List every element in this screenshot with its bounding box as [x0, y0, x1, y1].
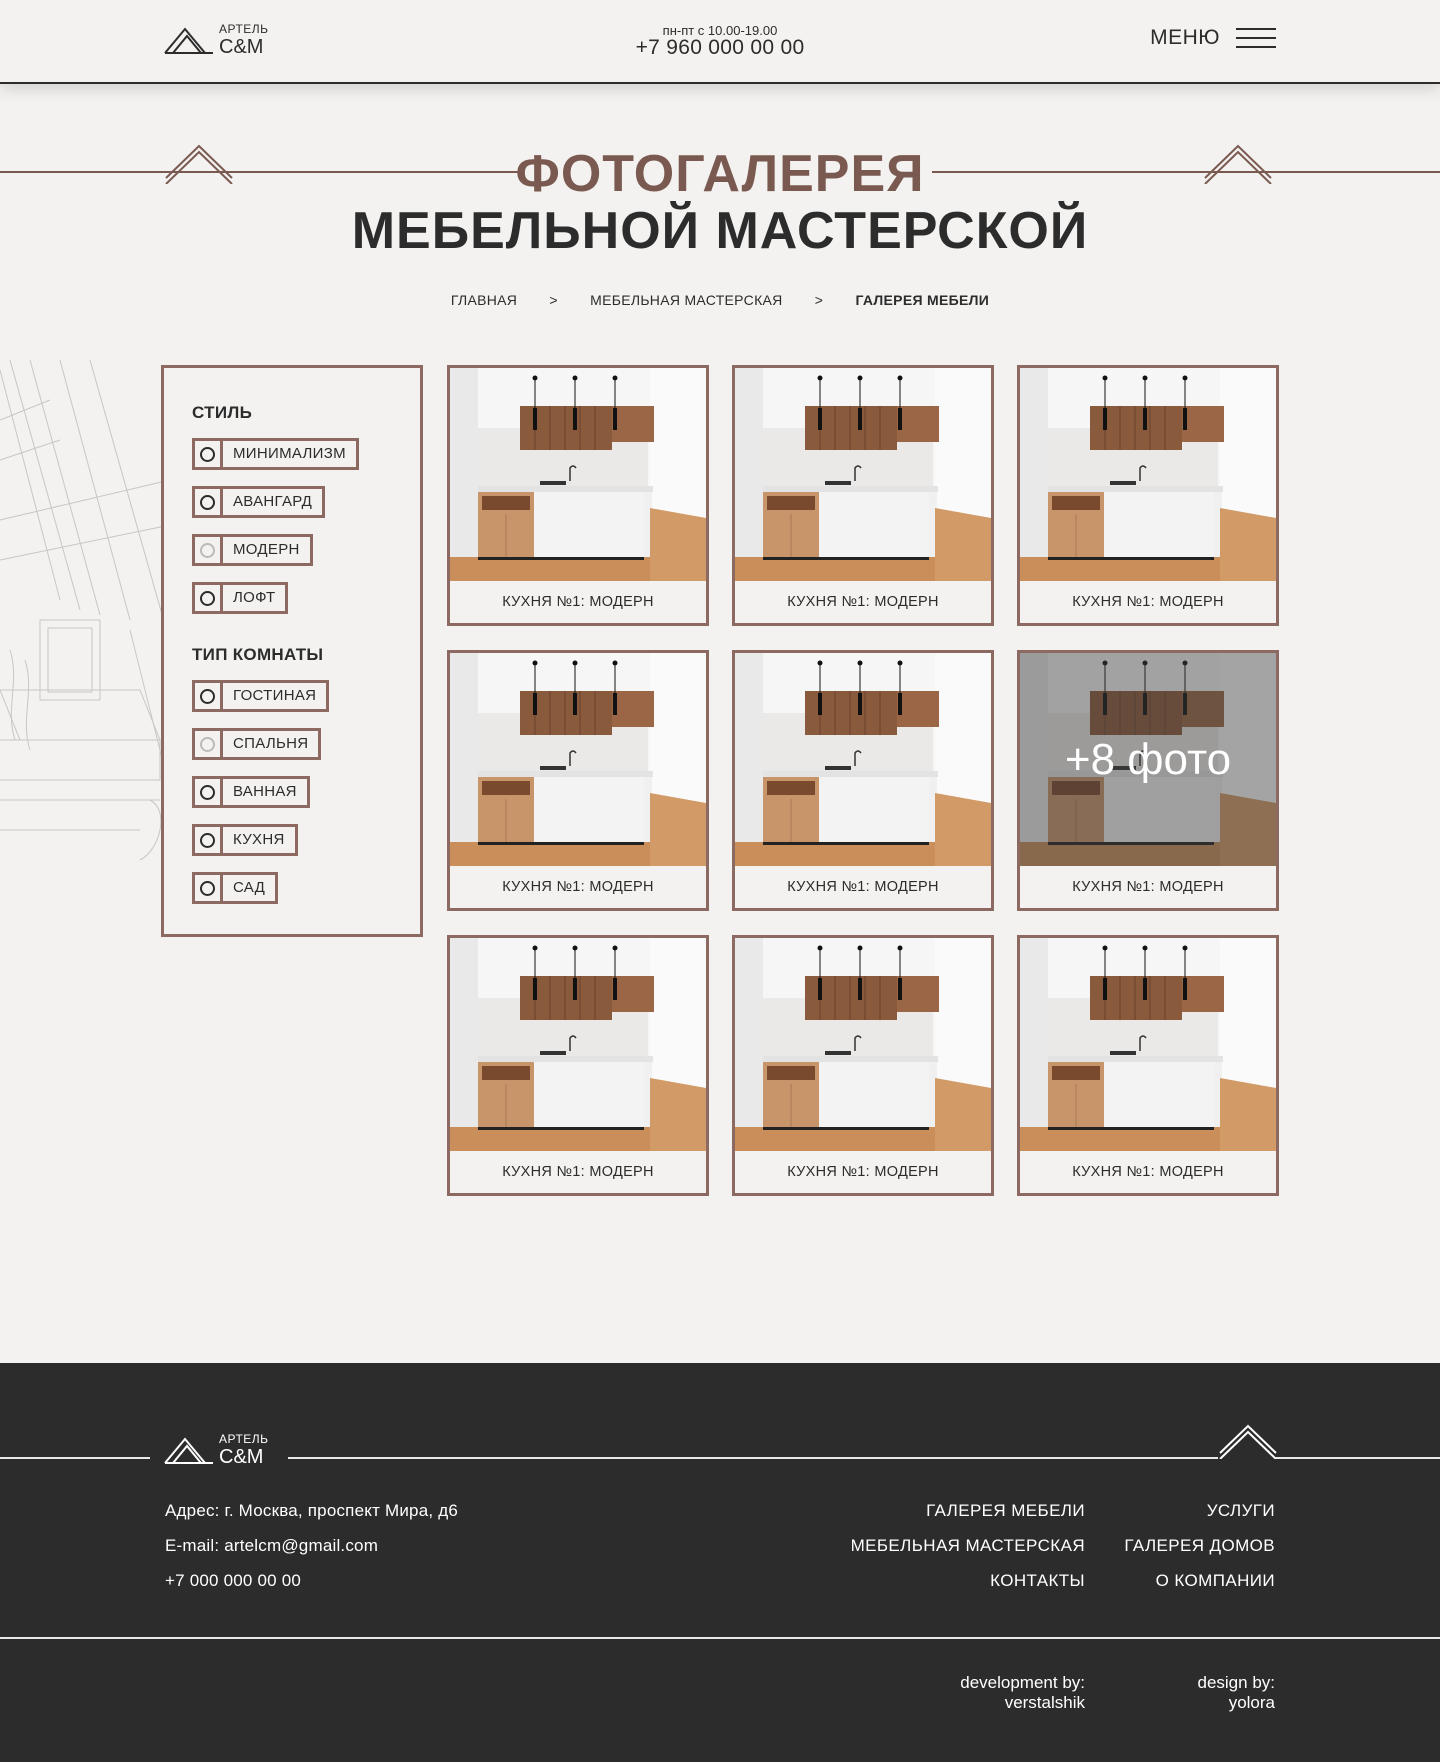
filter-option-label: САД	[233, 879, 266, 896]
gallery-card[interactable]	[732, 365, 994, 626]
kitchen-photo	[1020, 938, 1276, 1151]
menu-button[interactable]	[1150, 26, 1276, 50]
radio-icon	[200, 785, 215, 800]
filter-option-bathroom[interactable]	[192, 776, 310, 808]
more-photos-overlay[interactable]: +8 фото	[1020, 653, 1276, 866]
logo-big-text: C&M	[219, 1446, 264, 1468]
menu-label: МЕНЮ	[1150, 26, 1220, 49]
card-caption: КУХНЯ №1: МОДЕРН	[787, 594, 939, 610]
filter-option-minimalism[interactable]	[192, 438, 359, 470]
gallery-card[interactable]	[732, 935, 994, 1196]
card-caption: КУХНЯ №1: МОДЕРН	[787, 879, 939, 895]
radio-icon	[200, 833, 215, 848]
radio-icon	[200, 447, 215, 462]
header-phone[interactable]: +7 960 000 00 00	[635, 36, 805, 59]
filter-option-label: КУХНЯ	[233, 831, 285, 848]
footer-address: Адрес: г. Москва, проспект Мира, д6	[165, 1501, 458, 1520]
gallery-card[interactable]	[447, 935, 709, 1196]
card-photo	[450, 653, 706, 866]
card-caption: КУХНЯ №1: МОДЕРН	[502, 1164, 654, 1180]
footer-rule-right	[1276, 1457, 1440, 1459]
designer-label: design by:	[1197, 1673, 1275, 1692]
filter-option-modern[interactable]	[192, 534, 313, 566]
kitchen-photo	[450, 653, 706, 866]
card-caption: КУХНЯ №1: МОДЕРН	[502, 879, 654, 895]
card-photo	[1020, 938, 1276, 1151]
filter-option-label: ГОСТИНАЯ	[233, 687, 317, 704]
filter-style-title: СТИЛЬ	[192, 403, 253, 422]
breadcrumb-separator: >	[814, 292, 824, 308]
logo-small-text: АРТЕЛЬ	[219, 22, 269, 36]
filter-option-label: ВАННАЯ	[233, 783, 297, 800]
developer-label: development by:	[960, 1673, 1085, 1692]
filter-option-label: МИНИМАЛИЗМ	[233, 445, 346, 462]
card-caption: КУХНЯ №1: МОДЕРН	[1072, 594, 1224, 610]
footer-rule-middle	[288, 1457, 1218, 1459]
page-title-accent: ФОТОГАЛЕРЕЯ	[515, 145, 925, 203]
footer-link-furniture-workshop[interactable]: МЕБЕЛЬНАЯ МАСТЕРСКАЯ	[850, 1536, 1085, 1555]
card-caption: КУХНЯ №1: МОДЕРН	[1072, 879, 1224, 895]
radio-icon	[200, 591, 215, 606]
filter-option-living-room[interactable]	[192, 680, 329, 712]
footer-link-services[interactable]: УСЛУГИ	[1206, 1501, 1275, 1520]
kitchen-photo	[450, 938, 706, 1151]
interior-sketch-decoration	[0, 360, 180, 880]
footer-link-furniture-gallery[interactable]: ГАЛЕРЕЯ МЕБЕЛИ	[926, 1501, 1085, 1520]
footer-logo[interactable]	[163, 1433, 269, 1467]
card-photo	[450, 938, 706, 1151]
filter-option-kitchen[interactable]	[192, 824, 298, 856]
filter-option-label: МОДЕРН	[233, 541, 300, 558]
footer-phone[interactable]: +7 000 000 00 00	[165, 1571, 302, 1590]
radio-icon	[200, 881, 215, 896]
gallery-card[interactable]	[732, 650, 994, 911]
radio-icon	[200, 689, 215, 704]
logo-small-text: АРТЕЛЬ	[219, 1432, 269, 1446]
kitchen-photo	[735, 938, 991, 1151]
filter-room-title: ТИП КОМНАТЫ	[192, 645, 324, 664]
card-photo	[735, 938, 991, 1151]
footer-rule-left	[0, 1457, 150, 1459]
designer-name: yolora	[1228, 1693, 1275, 1712]
kitchen-photo	[1020, 368, 1276, 581]
footer-link-contacts[interactable]: КОНТАКТЫ	[990, 1571, 1085, 1590]
radio-icon	[200, 543, 215, 558]
radio-icon	[200, 495, 215, 510]
filter-option-label: ЛОФТ	[233, 589, 276, 606]
card-photo	[1020, 368, 1276, 581]
filter-option-avantgarde[interactable]	[192, 486, 325, 518]
card-photo	[735, 368, 991, 581]
footer-link-about[interactable]: О КОМПАНИИ	[1155, 1571, 1275, 1590]
kitchen-photo	[735, 653, 991, 866]
card-caption: КУХНЯ №1: МОДЕРН	[1072, 1164, 1224, 1180]
footer-divider	[0, 1637, 1440, 1639]
hamburger-icon	[1236, 26, 1276, 50]
site-footer	[0, 1363, 1440, 1762]
card-caption: КУХНЯ №1: МОДЕРН	[787, 1164, 939, 1180]
filter-panel	[161, 365, 423, 937]
gallery-card[interactable]	[1017, 935, 1279, 1196]
gallery-card[interactable]	[1017, 365, 1279, 626]
kitchen-photo	[735, 368, 991, 581]
breadcrumb-current: ГАЛЕРЕЯ МЕБЕЛИ	[855, 292, 990, 308]
breadcrumb-separator: >	[549, 292, 558, 308]
designer-credit[interactable]	[1198, 1673, 1276, 1713]
footer-email[interactable]: E-mail: artelcm@gmail.com	[165, 1536, 379, 1555]
gallery-card[interactable]	[447, 365, 709, 626]
card-photo	[450, 368, 706, 581]
site-header	[0, 0, 1440, 84]
gallery-card[interactable]	[447, 650, 709, 911]
logo-big-text: C&M	[219, 36, 264, 58]
filter-option-bedroom[interactable]	[192, 728, 321, 760]
radio-icon	[200, 737, 215, 752]
developer-name: verstalshik	[1004, 1693, 1085, 1712]
filter-option-garden[interactable]	[192, 872, 278, 904]
card-photo	[735, 653, 991, 866]
working-hours: пн-пт с 10.00-19.00	[662, 23, 778, 38]
filter-option-loft[interactable]	[192, 582, 288, 614]
scroll-to-top-icon[interactable]	[1219, 1423, 1277, 1459]
kitchen-photo	[450, 368, 706, 581]
breadcrumb-workshop[interactable]: МЕБЕЛЬНАЯ МАСТЕРСКАЯ	[590, 292, 783, 308]
breadcrumb-home[interactable]: ГЛАВНАЯ	[450, 292, 518, 308]
filter-option-label: СПАЛЬНЯ	[233, 735, 309, 752]
card-photo	[1020, 653, 1276, 866]
logo-icon	[163, 1435, 215, 1465]
footer-link-houses-gallery[interactable]: ГАЛЕРЕЯ ДОМОВ	[1124, 1536, 1275, 1555]
filter-option-label: АВАНГАРД	[233, 493, 313, 510]
page-title: МЕБЕЛЬНОЙ МАСТЕРСКОЙ	[351, 202, 1089, 260]
developer-credit[interactable]	[960, 1673, 1085, 1713]
breadcrumb	[0, 292, 1440, 308]
card-caption: КУХНЯ №1: МОДЕРН	[502, 594, 654, 610]
gallery-card[interactable]	[1017, 650, 1279, 911]
